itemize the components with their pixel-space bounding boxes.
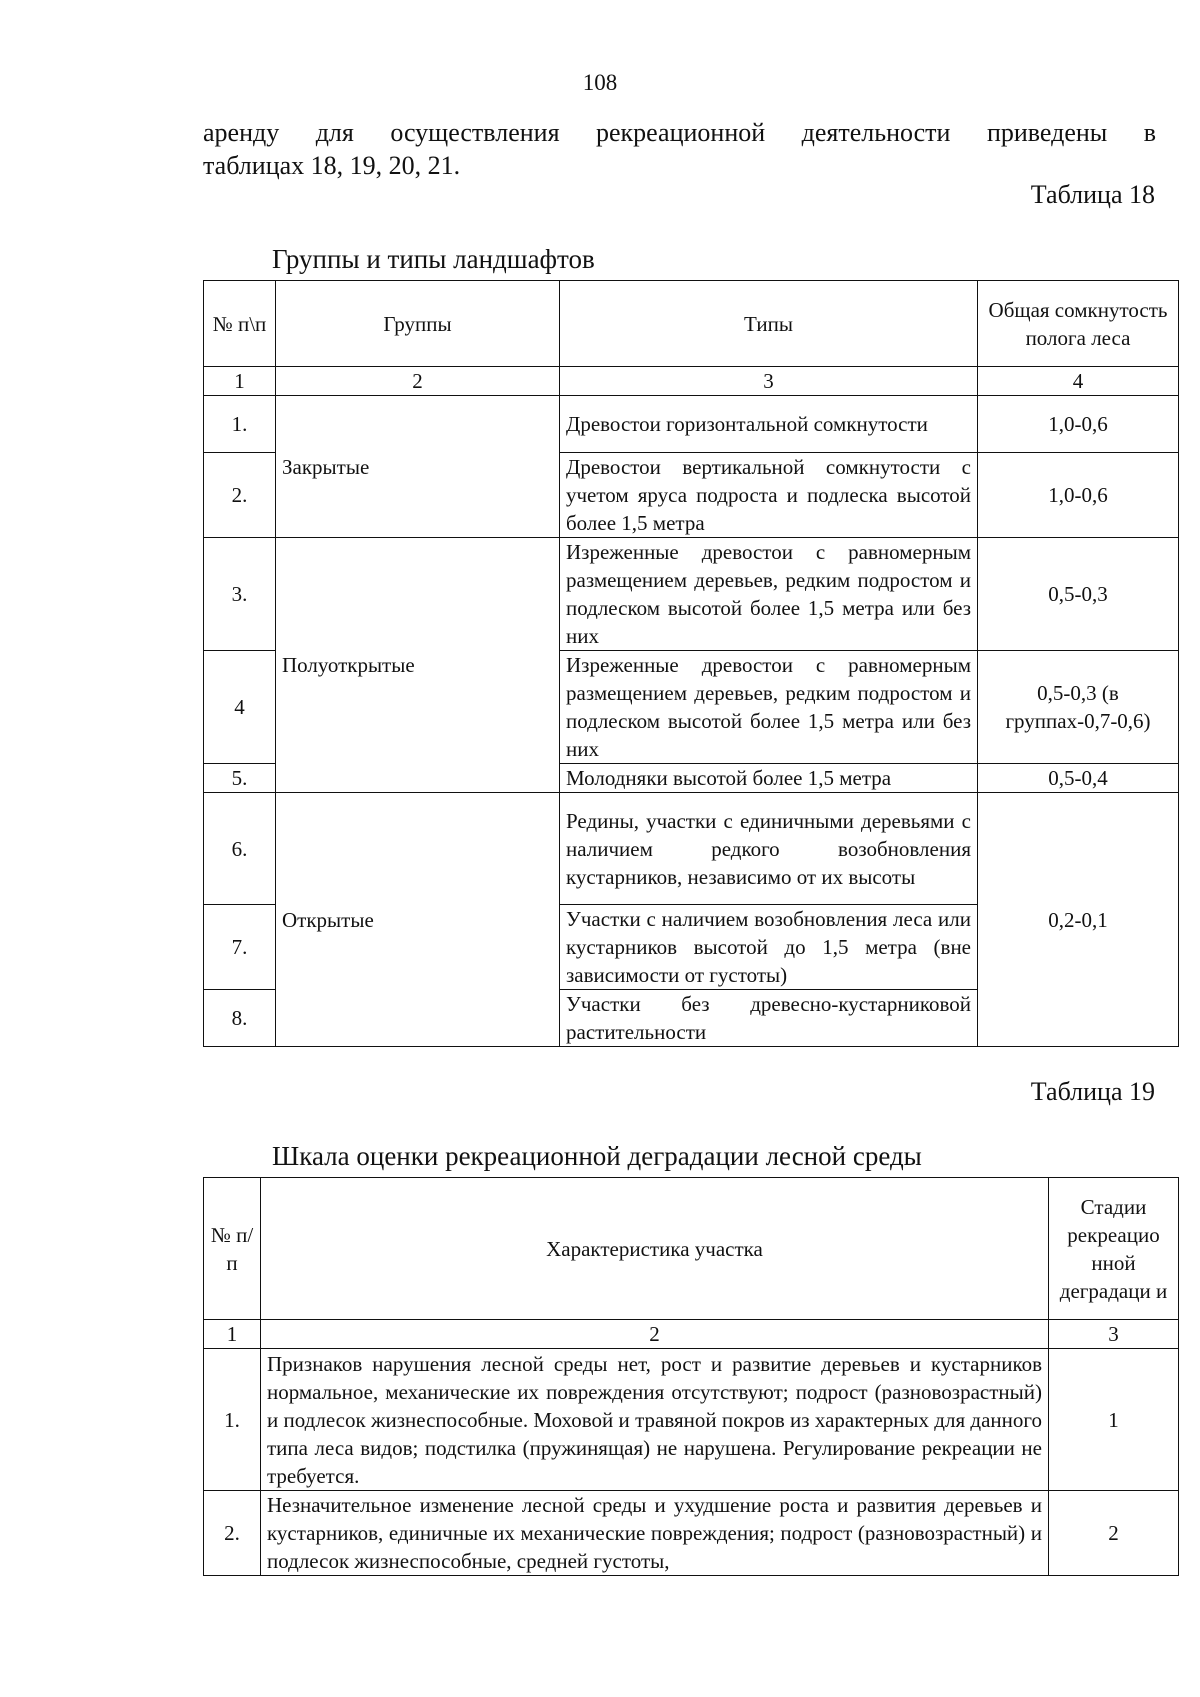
table-row — [204, 281, 1179, 367]
intro-paragraph — [203, 116, 1156, 182]
type-cell: Древостои вертикальной сомкнутости с учетом яруса подроста и подлеска высотой более 1,5 метра — [560, 453, 978, 538]
header-cell: Стадии рекреацио нной деградаци и — [1049, 1178, 1179, 1320]
header-cell: Типы — [560, 281, 978, 367]
row-number: 7. — [204, 905, 276, 990]
column-number: 4 — [978, 367, 1179, 396]
row-number: 3. — [204, 538, 276, 651]
table-19-title: Шкала оценки рекреационной деградации лесной среды — [272, 1141, 922, 1171]
density-cell: 0,5-0,4 — [978, 764, 1179, 793]
column-number: 2 — [276, 367, 560, 396]
density-cell: 0,2-0,1 — [978, 793, 1179, 1047]
row-number: 2. — [204, 453, 276, 538]
header-cell: Характеристика участка — [261, 1178, 1049, 1320]
density-cell: 0,5-0,3 (в группах-0,7-0,6) — [978, 651, 1179, 764]
density-cell: 1,0-0,6 — [978, 396, 1179, 453]
table-19 — [203, 1177, 1179, 1576]
type-cell: Древостои горизонтальной сомкнутости — [560, 396, 978, 453]
table-18 — [203, 280, 1179, 1047]
column-number: 3 — [1049, 1320, 1179, 1349]
row-number: 4 — [204, 651, 276, 764]
row-number: 1. — [204, 1349, 261, 1491]
header-cell: № п/п — [204, 1178, 261, 1320]
header-cell: Группы — [276, 281, 560, 367]
table-18-label: Таблица 18 — [1030, 180, 1155, 209]
table-row — [204, 1491, 1179, 1576]
column-number: 3 — [560, 367, 978, 396]
column-number: 1 — [204, 1320, 261, 1349]
table-row — [204, 1320, 1179, 1349]
type-cell: Изреженные древостои с равномерным размещением деревьев, редким подростом и подлеском высотой более 1,5 метра или без них — [560, 538, 978, 651]
row-number: 1. — [204, 396, 276, 453]
row-number: 5. — [204, 764, 276, 793]
table-row — [204, 367, 1179, 396]
type-cell: Изреженные древостои с равномерным размещением деревьев, редким подростом и подлеском высотой более 1,5 метра или без них — [560, 651, 978, 764]
group-cell: Полуоткрытые — [276, 538, 560, 793]
table-row — [204, 538, 1179, 651]
table-row — [204, 1178, 1179, 1320]
description-cell: Незначительное изменение лесной среды и ухудшение роста и развития деревьев и кустарников, единичные их механические повреждения; подрост (разновозрастный) и подлесок жизнеспособные, средней густоты, — [261, 1491, 1049, 1576]
row-number: 8. — [204, 990, 276, 1047]
density-cell: 1,0-0,6 — [978, 453, 1179, 538]
density-cell: 0,5-0,3 — [978, 538, 1179, 651]
type-cell: Участки без древесно-кустарниковой растительности — [560, 990, 978, 1047]
header-cell: Общая сомкнутость полога леса — [978, 281, 1179, 367]
description-cell: Признаков нарушения лесной среды нет, рост и развитие деревьев и кустарников нормальное, механические их повреждения отсутствуют; подрост (разновозрастный) и подлесок жизнеспособные. Моховой и травяной покров из характерных для данного типа леса видов; подстилка (пружинящая) не нарушена. Регулирование рекреации не требуется. — [261, 1349, 1049, 1491]
page-number: 108 — [582, 70, 618, 95]
stage-cell: 2 — [1049, 1491, 1179, 1576]
row-number: 6. — [204, 793, 276, 905]
group-cell: Открытые — [276, 793, 560, 1047]
intro-line-2: таблицах 18, 19, 20, 21. — [203, 151, 461, 180]
column-number: 2 — [261, 1320, 1049, 1349]
type-cell: Молодняки высотой более 1,5 метра — [560, 764, 978, 793]
intro-line-1: аренду для осуществления рекреационной деятельности приведены в — [203, 118, 1156, 147]
row-number: 2. — [204, 1491, 261, 1576]
header-cell: № п\п — [204, 281, 276, 367]
table-18-title: Группы и типы ландшафтов — [272, 244, 595, 274]
table-row — [204, 1349, 1179, 1491]
group-cell: Закрытые — [276, 396, 560, 538]
table-row — [204, 793, 1179, 905]
type-cell: Редины, участки с единичными деревьями с наличием редкого возобновления кустарников, независимо от их высоты — [560, 793, 978, 905]
table-row — [204, 396, 1179, 453]
column-number: 1 — [204, 367, 276, 396]
type-cell: Участки с наличием возобновления леса или кустарников высотой до 1,5 метра (вне зависимости от густоты) — [560, 905, 978, 990]
stage-cell: 1 — [1049, 1349, 1179, 1491]
table-19-label: Таблица 19 — [1030, 1077, 1155, 1106]
